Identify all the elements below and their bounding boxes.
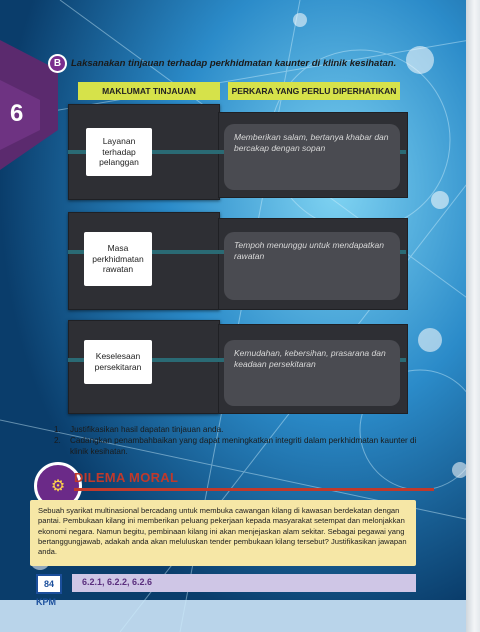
dilema-title: DILEMA MORAL [74,470,179,485]
table-row [68,212,406,310]
section-badge: B [50,56,65,71]
table-row [68,104,406,200]
page-edge [466,0,480,632]
header-maklumat-tinjauan: MAKLUMAT TINJAUAN [78,82,220,100]
question-item: 2. Cadangkan penambahbaikan yang dapat meningkatkan integriti dalam perkhidmatan kaunter di klinik kesihatan. [54,436,417,457]
question-item: 1. Justifikasikan hasil dapatan tinjauan anda. [54,425,224,434]
page-footer [36,574,416,592]
instruction [50,56,396,71]
question-list [54,424,434,457]
observation-text: Tempoh menunggu untuk mendapatkan rawatan [224,232,400,300]
chapter-number: 6 [10,100,24,127]
survey-item: Layanan terhadap pelanggan [86,128,152,176]
dilema-text: Sebuah syarikat multinasional bercadang untuk membuka cawangan kilang di kawasan berdekatan dengan pantai. Pembukaan kilang ini memberikan peluang pekerjaan kepada masyarakat setempat dan melonjakkan ekonomi negara. Namun begitu, pembinaan kilang ini akan menjejaskan alam sekitar. Sebagai pegawai yang bertanggungjawab, adakah anda akan meluluskan tender pembukaan kilang tersebut? Justifikasikan jawapan anda. [30,500,416,566]
page-number: 84 [36,574,62,594]
observation-text: Memberikan salam, bertanya khabar dan bercakap dengan sopan [224,124,400,190]
observation-text: Kemudahan, kebersihan, prasarana dan keadaan persekitaran [224,340,400,406]
publisher-label: KPM [36,597,56,607]
header-perkara: PERKARA YANG PERLU DIPERHATIKAN [228,82,400,100]
survey-item: Masa perkhidmatan rawatan [84,232,152,286]
table-row [68,320,406,414]
standard-codes: 6.2.1, 6.2.2, 6.2.6 [82,577,153,587]
survey-item: Keselesaan persekitaran [84,340,152,384]
gear-brain-icon: ⚙ [34,462,82,510]
instruction-text: Laksanakan tinjauan terhadap perkhidmatan kaunter di klinik kesihatan. [71,58,397,69]
